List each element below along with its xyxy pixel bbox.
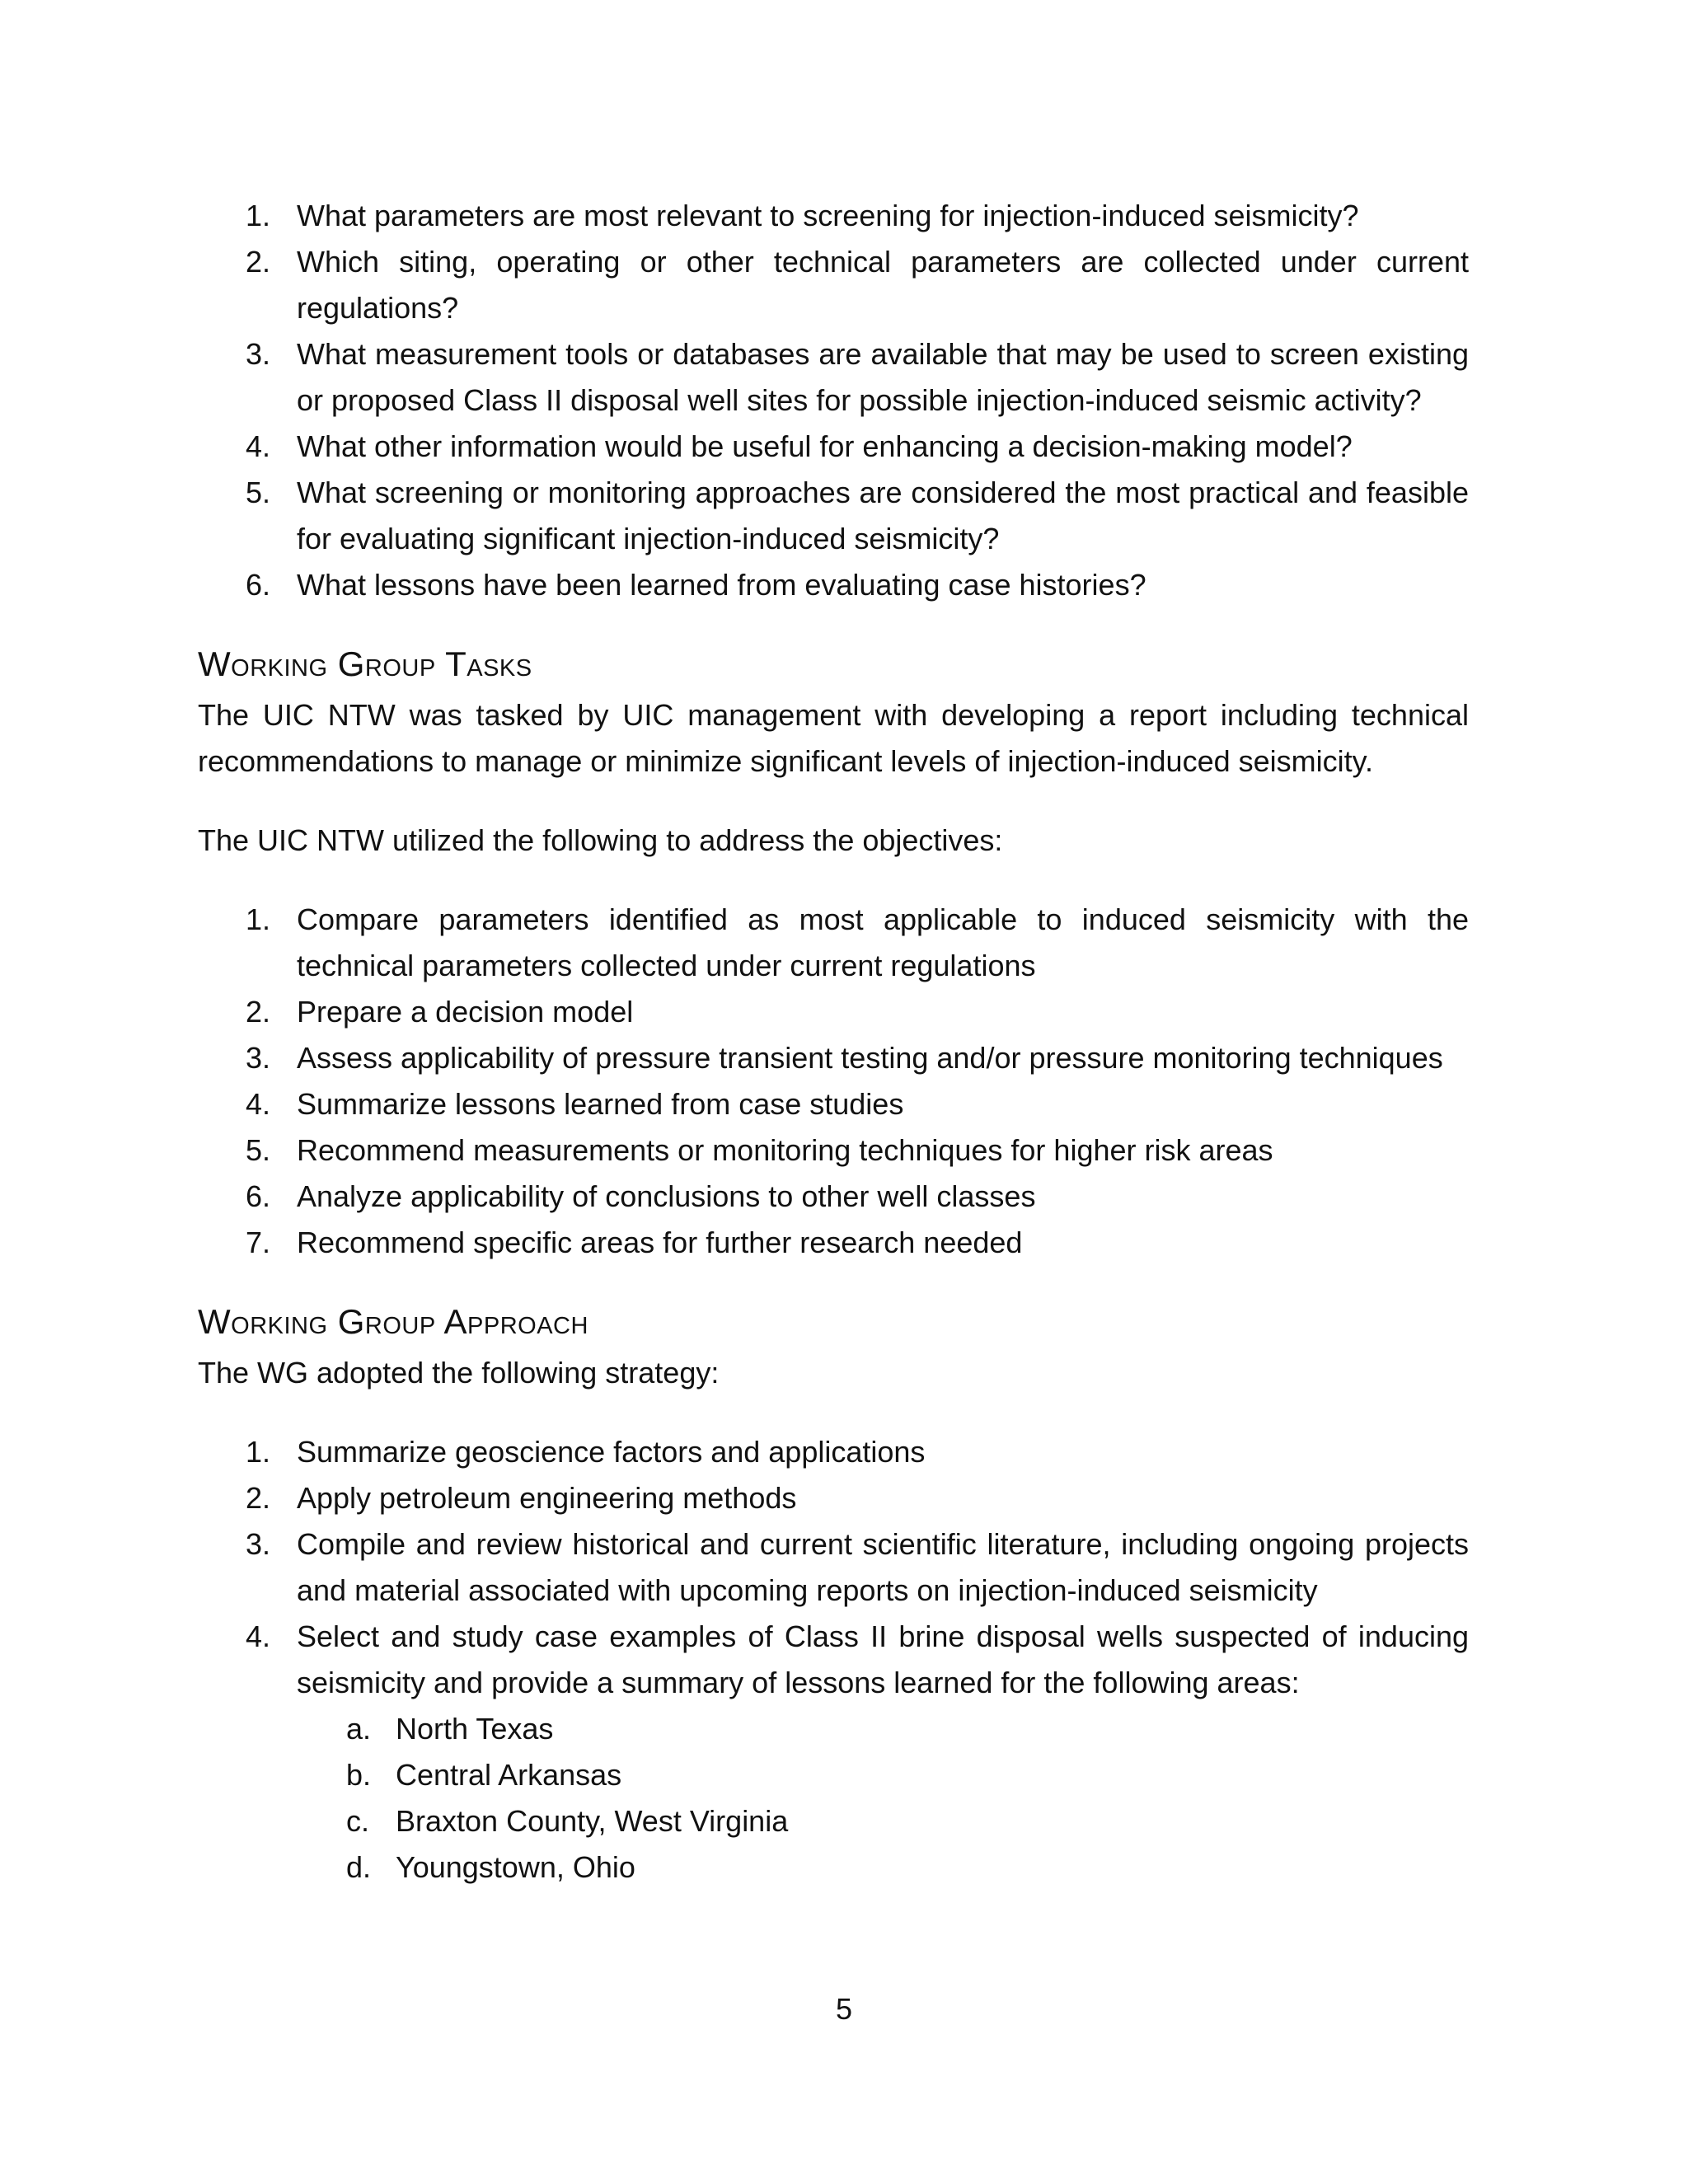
sublist-item [346,1752,1469,1798]
list-marker: 5. [246,476,271,509]
spacer [198,785,1469,818]
spacer [198,864,1469,897]
list-item-text: Recommend measurements or monitoring techniques for higher risk areas [297,1133,1273,1167]
list-item [246,1475,1469,1521]
list-marker: 5. [246,1133,271,1167]
page-number: 5 [835,1992,853,2026]
list-item [246,897,1469,989]
list-item [246,1081,1469,1127]
list-item [246,1035,1469,1081]
list-marker: 1. [246,199,271,232]
spacer [198,1396,1469,1429]
list-item [246,1174,1469,1220]
spacer [198,608,1469,641]
list-marker: 4. [246,1087,271,1121]
list-item [246,1429,1469,1475]
sublist-item [346,1798,1469,1844]
list-marker: 1. [246,902,271,936]
list-item-text: What other information would be useful for enhancing a decision-making model? [297,429,1353,463]
working-group-tasks-heading: Working Group Tasks [198,644,532,683]
sublist-item-text: Central Arkansas [396,1758,622,1792]
list-marker: 6. [246,568,271,602]
list-item [246,1220,1469,1266]
list-item [246,239,1469,331]
list-item-text: Recommend specific areas for further research needed [297,1226,1023,1259]
approach-list [198,1429,1469,1891]
sublist-marker: b. [346,1758,372,1792]
list-item-text: Analyze applicability of conclusions to other well classes [297,1179,1036,1213]
list-marker: 1. [246,1435,271,1469]
page-content [198,193,1469,1891]
list-marker: 3. [246,337,271,371]
case-areas-sublist [297,1706,1469,1891]
list-item [246,1521,1469,1614]
list-marker: 3. [246,1041,271,1075]
sublist-item [346,1844,1469,1891]
list-item [246,1127,1469,1174]
approach-intro-paragraph: The WG adopted the following strategy: [198,1356,720,1390]
list-item-text: Assess applicability of pressure transient testing and/or pressure monitoring techniques [297,1041,1443,1075]
sublist-marker: c. [346,1804,370,1838]
list-item-text: Apply petroleum engineering methods [297,1481,797,1515]
sublist-item-text: Braxton County, West Virginia [396,1804,789,1838]
list-marker: 2. [246,995,271,1029]
list-item [246,989,1469,1035]
sublist-item-text: Youngstown, Ohio [396,1850,635,1884]
questions-list [198,193,1469,608]
tasks-objectives-paragraph: The UIC NTW utilized the following to address the objectives: [198,823,1003,857]
sublist-marker: d. [346,1850,372,1884]
list-item-text: Select and study case examples of Class II brine disposal wells suspected of inducing seismicity and provide a summary of lessons learned for the following areas: [297,1619,1469,1699]
list-item-text: What screening or monitoring approaches are considered the most practical and feasible for evaluating significant injection-induced seismicity? [297,476,1469,555]
list-item [246,470,1469,562]
list-item-text: What parameters are most relevant to screening for injection-induced seismicity? [297,199,1359,232]
list-item-text: Summarize geoscience factors and applications [297,1435,926,1469]
working-group-approach-heading: Working Group Approach [198,1302,588,1341]
list-marker: 7. [246,1226,271,1259]
list-marker: 6. [246,1179,271,1213]
list-marker: 4. [246,429,271,463]
list-item-text: Prepare a decision model [297,995,634,1029]
list-item [246,424,1469,470]
list-item-text: What lessons have been learned from evaluating case histories? [297,568,1146,602]
list-item [246,562,1469,608]
list-marker: 3. [246,1527,271,1561]
list-item-text: What measurement tools or databases are available that may be used to screen existing or proposed Class II disposal well sites for possible injection-induced seismic activity? [297,337,1469,417]
list-item [246,331,1469,424]
tasks-list [198,897,1469,1266]
sublist-item-text: North Texas [396,1712,554,1746]
sublist-item [346,1706,1469,1752]
list-marker: 2. [246,1481,271,1515]
list-marker: 4. [246,1619,271,1653]
list-item-text: Summarize lessons learned from case studies [297,1087,904,1121]
list-marker: 2. [246,245,271,279]
list-item-text: Compile and review historical and current scientific literature, including ongoing projects and material associated with upcoming reports on injection-induced seismicity [297,1527,1469,1607]
list-item-text: Compare parameters identified as most applicable to induced seismicity with the technical parameters collected under current regulations [297,902,1469,982]
tasks-intro-paragraph: The UIC NTW was tasked by UIC management with developing a report including technical recommendations to manage or minimize significant levels of injection-induced seismicity. [198,698,1469,778]
list-item [246,1614,1469,1891]
list-item-text: Which siting, operating or other technical parameters are collected under current regulations? [297,245,1469,325]
sublist-marker: a. [346,1712,372,1746]
spacer [198,1266,1469,1299]
list-item [246,193,1469,239]
